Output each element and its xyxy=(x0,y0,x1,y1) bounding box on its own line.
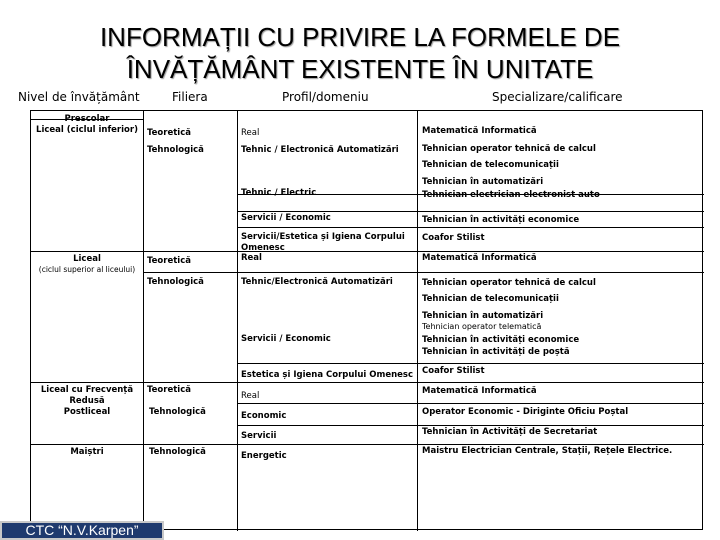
profile-tehnic-electronica: Tehnic / Electronică Automatizări xyxy=(241,145,399,155)
header-specializare: Specializare/calificare xyxy=(492,90,623,104)
spec-secretariat: Tehnician în Activități de Secretariat xyxy=(422,427,598,437)
spec-operator-economic: Operator Economic - Diriginte Oficiu Poștal xyxy=(422,407,629,417)
profile-tehnic-electronica: Tehnic/Electronică Automatizări xyxy=(241,277,393,287)
filiera-tehnologica: Tehnologică xyxy=(149,407,206,417)
spec-automatizari: Tehnician în automatizări xyxy=(422,311,544,321)
level-frecventa-line-1: Liceal cu Frecvență xyxy=(40,385,134,395)
school-badge: CTC “N.V.Karpen” xyxy=(0,521,164,540)
profile-real: Real xyxy=(241,391,260,401)
profile-real: Real xyxy=(241,128,260,138)
row-divider xyxy=(31,382,704,383)
row-divider xyxy=(31,251,704,252)
level-maistri: Maiștri xyxy=(70,447,104,457)
filiera-tehnologica: Tehnologică xyxy=(147,277,204,287)
level-liceal-superior: (ciclul superior al liceului) xyxy=(38,265,136,274)
level-frecventa-line-2: Redusă xyxy=(69,396,105,406)
spec-automatizari: Tehnician în automatizări xyxy=(422,177,544,187)
column-divider xyxy=(417,111,418,531)
spec-maistru: Maistru Electrician Centrale, Stații, Rețele Electrice. xyxy=(422,446,673,456)
spec-mate-info: Matematică Informatică xyxy=(422,126,537,136)
page-title-line-1: INFORMAȚII CU PRIVIRE LA FORMELE DE xyxy=(99,22,621,52)
level-postliceal: Postliceal xyxy=(63,407,111,417)
forms-table xyxy=(30,110,703,530)
filiera-teoretica: Teoretică xyxy=(147,385,191,395)
profile-servicii-estetica-line-1: Servicii/Estetica și Igiena Corpului xyxy=(241,232,405,242)
spec-activitati-economice: Tehnician în activități economice xyxy=(422,335,580,345)
spec-mate-info: Matematică Informatică xyxy=(422,253,537,263)
spec-operator-telematica: Tehnician operator telematică xyxy=(422,322,542,331)
spec-electrician: Tehnician electrician electronist auto xyxy=(422,190,600,200)
column-divider xyxy=(143,111,144,531)
spec-mate-info: Matematică Informatică xyxy=(422,386,537,396)
row-divider xyxy=(237,211,704,212)
spec-coafor: Coafor Stilist xyxy=(422,233,485,243)
filiera-teoretica: Teoretică xyxy=(147,256,191,266)
row-divider xyxy=(31,444,704,445)
level-liceal-inferior: Liceal (ciclul inferior) xyxy=(36,125,138,135)
profile-servicii-economic: Servicii / Economic xyxy=(241,213,331,223)
profile-tehnic-electric: Tehnic / Electric xyxy=(241,188,317,198)
profile-real: Real xyxy=(241,253,262,263)
row-divider xyxy=(143,272,704,273)
filiera-teoretica: Teoretică xyxy=(147,128,191,138)
spec-telecomunicatii: Tehnician de telecomunicații xyxy=(422,294,559,304)
column-divider xyxy=(237,111,238,531)
profile-economic: Economic xyxy=(241,411,287,421)
level-liceal: Liceal xyxy=(73,254,101,264)
profile-servicii-economic: Servicii / Economic xyxy=(241,334,331,344)
profile-servicii: Servicii xyxy=(241,431,277,441)
filiera-tehnologica: Tehnologică xyxy=(147,145,204,155)
row-divider xyxy=(237,227,704,228)
spec-coafor: Coafor Stilist xyxy=(422,366,485,376)
filiera-tehnologica: Tehnologică xyxy=(149,447,206,457)
spec-activitati-economice: Tehnician în activități economice xyxy=(422,215,580,225)
row-divider xyxy=(237,403,704,404)
profile-energetic: Energetic xyxy=(241,451,287,461)
page-title-line-2: ÎNVĂȚĂMÂNT EXISTENTE ÎN UNITATE xyxy=(126,54,594,84)
row-divider xyxy=(237,425,704,426)
level-prescolar: Prescolar xyxy=(64,114,110,124)
header-profil: Profil/domeniu xyxy=(282,90,369,104)
spec-posta: Tehnician în activități de poștă xyxy=(422,347,570,357)
spec-telecomunicatii: Tehnician de telecomunicații xyxy=(422,160,559,170)
row-divider xyxy=(237,363,704,364)
header-filiera: Filiera xyxy=(172,90,208,104)
header-nivel: Nivel de învățământ xyxy=(18,90,140,104)
profile-estetica: Estetica și Igiena Corpului Omenesc xyxy=(241,370,414,380)
profile-servicii-estetica-line-2: Omenesc xyxy=(241,243,285,253)
spec-operator-calcul: Tehnician operator tehnică de calcul xyxy=(422,278,596,288)
spec-operator-calcul: Tehnician operator tehnică de calcul xyxy=(422,144,596,154)
